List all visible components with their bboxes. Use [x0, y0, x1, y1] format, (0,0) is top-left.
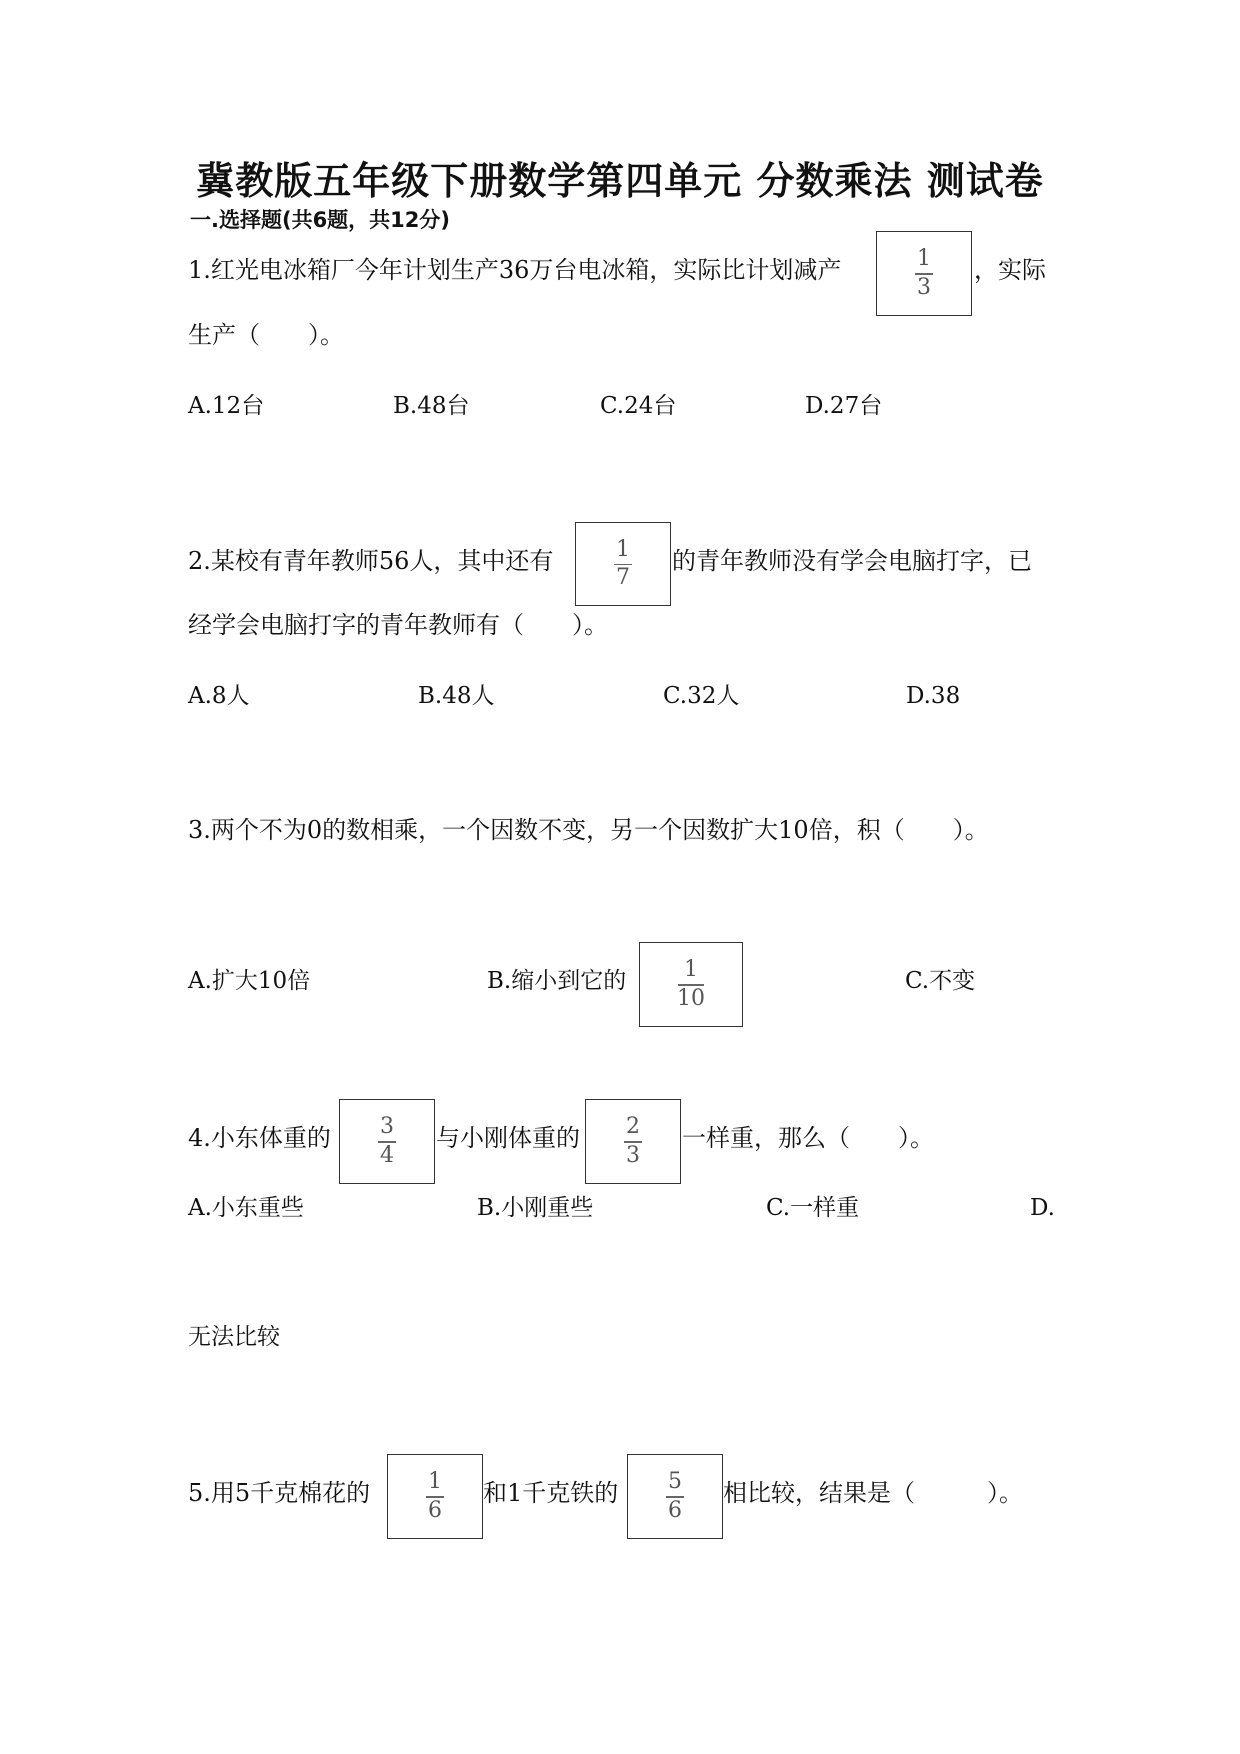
q4-option-d[interactable]: D.: [1030, 1195, 1055, 1221]
q4-fraction1-numerator: 3: [380, 1114, 394, 1140]
q3-option-b[interactable]: B.缩小到它的: [487, 968, 627, 994]
q3-option-a[interactable]: A.扩大10倍: [188, 968, 311, 994]
q5-fraction1-box: [387, 1454, 483, 1539]
q2-option-b[interactable]: B.48人: [418, 683, 495, 709]
q1-fraction-numerator: 1: [917, 246, 931, 272]
q4-option-d-text[interactable]: 无法比较: [188, 1324, 280, 1350]
q1-text-line2: 生产（ ）。: [188, 321, 344, 349]
q1-fraction-denominator: 3: [917, 274, 931, 300]
q4-fraction2-numerator: 2: [626, 1114, 640, 1140]
q1-fraction: [915, 248, 933, 299]
q5-fraction1: [426, 1471, 444, 1522]
q3-option-b-fraction-denominator: 10: [677, 985, 705, 1011]
q1-text-after: ，实际: [974, 256, 1046, 284]
q3-option-c[interactable]: C.不变: [905, 968, 976, 994]
q2-text-line2: 经学会电脑打字的青年教师有（ ）。: [188, 611, 608, 639]
section-heading: 一.选择题(共6题，共12分): [190, 208, 451, 232]
q3-option-b-fraction-numerator: 1: [684, 957, 698, 983]
q4-option-b[interactable]: B.小刚重些: [477, 1195, 594, 1221]
q1-text: 1.红光电冰箱厂今年计划生产36万台电冰箱，实际比计划减产: [188, 256, 842, 284]
q5-text-middle: 和1千克铁的: [483, 1479, 619, 1507]
q2-text: 2.某校有青年教师56人，其中还有: [188, 547, 554, 575]
q5-text: 5.用5千克棉花的: [188, 1479, 371, 1507]
q5-fraction2-numerator: 5: [668, 1469, 682, 1495]
q5-fraction2-denominator: 6: [668, 1497, 682, 1523]
q4-option-c[interactable]: C.一样重: [766, 1195, 860, 1221]
q5-fraction2-box: [627, 1454, 723, 1539]
q3-option-b-fraction: [677, 959, 705, 1010]
q1-option-d[interactable]: D.27台: [805, 393, 883, 419]
q4-fraction2: [624, 1116, 642, 1167]
q2-fraction-numerator: 1: [616, 536, 630, 562]
q4-option-a[interactable]: A.小东重些: [188, 1195, 304, 1221]
q5-fraction1-denominator: 6: [428, 1497, 442, 1523]
q4-fraction2-denominator: 3: [626, 1142, 640, 1168]
q4-text: 4.小东体重的: [188, 1124, 331, 1152]
q4-text-middle: 与小刚体重的: [436, 1124, 580, 1152]
q5-text-after: 相比较，结果是（ ）。: [723, 1479, 1023, 1507]
q1-option-c[interactable]: C.24台: [600, 393, 677, 419]
page-title: 冀教版五年级下册数学第四单元 分数乘法 测试卷: [196, 159, 1044, 203]
q2-option-c[interactable]: C.32人: [663, 683, 740, 709]
q1-option-a[interactable]: A.12台: [188, 393, 265, 419]
q2-fraction: [614, 536, 632, 591]
q4-fraction2-box: [585, 1099, 681, 1184]
q4-fraction1: [378, 1116, 396, 1167]
q2-fraction-box: [575, 522, 671, 606]
q5-fraction2: [666, 1471, 684, 1522]
q1-option-b[interactable]: B.48台: [393, 393, 470, 419]
q2-text-after: 的青年教师没有学会电脑打字，已: [672, 547, 1032, 575]
q4-text-after: 一样重，那么（ ）。: [682, 1124, 934, 1152]
q1-fraction-box: [876, 231, 972, 316]
q2-fraction-denominator: 7: [616, 565, 630, 591]
q3-text: 3.两个不为0的数相乘，一个因数不变，另一个因数扩大10倍，积（ ）。: [188, 816, 989, 844]
q5-fraction1-numerator: 1: [428, 1469, 442, 1495]
q3-option-b-fraction-box: [639, 942, 743, 1027]
q2-option-a[interactable]: A.8人: [188, 683, 250, 709]
q4-fraction1-denominator: 4: [380, 1142, 394, 1168]
q4-fraction1-box: [339, 1099, 435, 1184]
q2-option-d[interactable]: D.38: [906, 683, 961, 709]
